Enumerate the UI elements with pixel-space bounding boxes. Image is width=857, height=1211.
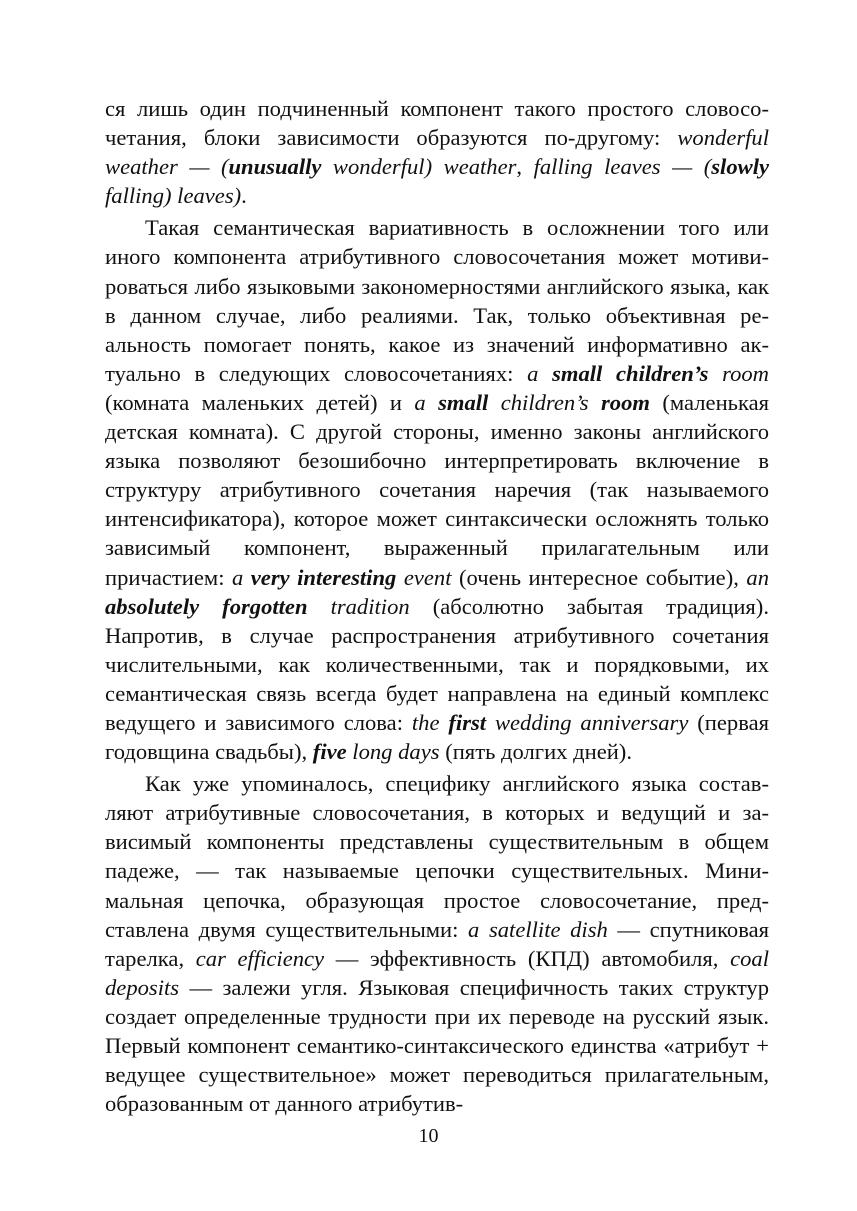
emphasis-bold-italic: five — [312, 739, 347, 765]
emphasis-bold-italic: unusually — [228, 154, 322, 180]
emphasis-italic: event — [396, 564, 452, 590]
paragraph-continuation — [105, 94, 769, 210]
emphasis-italic: children’s — [488, 389, 601, 415]
text-run: , — [516, 154, 534, 180]
text-run: (очень интересное событие), — [451, 564, 747, 590]
emphasis-italic: wonderful) weather — [321, 154, 517, 180]
emphasis-bold-italic: absolutely forgotten — [105, 593, 308, 619]
text-run: — эффективность (КПД) автомобиля, — [324, 945, 731, 971]
text-run: — спутниковая тарелка, — [105, 916, 770, 971]
paragraph-noun-chains — [105, 769, 769, 1118]
text-run: — залежи угля. Языковая специфичность таких структур создает определенные трудности при их переводе на русский язык. Первый компонент семантико-синтаксического единства «атрибут + ведущее существительное» может переводиться прилагательным, образованным от данного атрибутив- — [105, 974, 769, 1117]
text-run: (абсолютно забытая традиция). Напротив, в случае распространения атрибутивного сочетания числительными, как количественными, так и порядковыми, их семантическая связь всегда будет направлена на единый комплекс ведущего и зависимого слова: — [105, 593, 769, 735]
text-run: ся лишь один подчиненный компонент такого простого словосочетания, блоки зависимости образуются по-другому: — [105, 96, 769, 151]
text-run: (комната маленьких детей) и — [105, 389, 415, 415]
emphasis-italic: an — [746, 564, 769, 590]
emphasis-italic: the — [411, 709, 449, 735]
emphasis-italic: coal deposits — [105, 945, 769, 1000]
paragraph-semantic-variation — [105, 213, 769, 766]
emphasis-bold-italic: very interesting — [250, 564, 397, 590]
page-body — [105, 94, 769, 1118]
emphasis-italic: tradition — [307, 593, 410, 619]
emphasis-italic: room — [708, 360, 769, 386]
emphasis-italic: a — [414, 389, 439, 415]
emphasis-bold-italic: small — [438, 389, 489, 415]
text-run: Как уже упоминалось, специфику английского языка составляют атрибутивные словосочетания, в которых и ведущий и зависимый компоненты представлены существительным в общем падеже, — так называемые цепочки существительных. Минимальная цепочка, образующая простое словосочетание, представлена двумя существительными: — [105, 771, 769, 942]
text-run: . — [241, 183, 247, 209]
emphasis-italic: a satellite dish — [468, 916, 608, 942]
text-run: (первая годовщина свадьбы), — [105, 709, 769, 765]
emphasis-bold-italic: first — [448, 709, 487, 735]
emphasis-italic: long days — [346, 739, 440, 765]
emphasis-italic: a — [231, 564, 251, 590]
emphasis-bold-italic: small children’s — [552, 360, 709, 386]
emphasis-italic: wonderful weather — ( — [105, 125, 769, 180]
emphasis-italic: a — [527, 360, 553, 386]
emphasis-italic: wedding anniversary — [486, 709, 689, 735]
emphasis-bold-italic: room — [601, 389, 650, 415]
text-run: (пять долгих дней). — [439, 739, 632, 765]
text-run: Такая семантическая вариативность в осложнении того или иного компонента атрибутивного словосочетания может мотивироваться либо языковыми закономерностями английского языка, как в данном случае, либо реалиями. Так, только объективная реальность помогает понять, какое из значений информативно актуально в следующих словосочетаниях: — [105, 215, 769, 386]
page-number: 10 — [418, 1125, 439, 1147]
text-run: (маленькая детская комната). С другой стороны, именно законы английского языка позволяют безошибочно интерпретировать включение в структуру атрибутивного сочетания наречия (так называемого интенсификатора), которое может синтаксически осложнять только зависимый компонент, выраженный прилагательным или причастием: — [105, 389, 770, 590]
emphasis-italic: falling) leaves) — [105, 183, 242, 209]
emphasis-italic: falling leaves — ( — [533, 154, 712, 180]
emphasis-italic: car efficiency — [195, 945, 325, 971]
emphasis-bold-italic: slowly — [711, 154, 770, 180]
